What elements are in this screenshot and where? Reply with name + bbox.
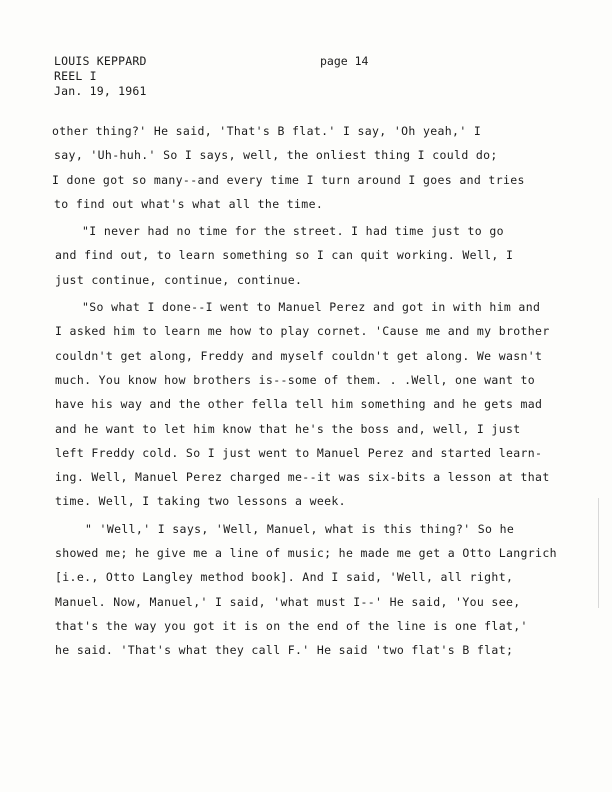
text-line: showed me; he give me a line of music; he made me get a Otto Langrich bbox=[55, 546, 557, 561]
text-line: Manuel. Now, Manuel,' I said, 'what must I--' He said, 'You see, bbox=[55, 594, 521, 609]
text-line: to find out what's what all the time. bbox=[54, 196, 324, 211]
text-line: he said. 'That's what they call F.' He said 'two flat's B flat; bbox=[55, 643, 514, 658]
text-line: just continue, continue, continue. bbox=[55, 272, 303, 287]
interviewee-name: LOUIS KEPPARD bbox=[54, 54, 147, 68]
reel-label: REEL I bbox=[54, 69, 97, 83]
text-line: much. You know how brothers is--some of them. . .Well, one want to bbox=[55, 372, 536, 387]
text-line: I asked him to learn me how to play cornet. 'Cause me and my brother bbox=[55, 324, 550, 339]
page-number: page 14 bbox=[320, 54, 369, 68]
text-line: " 'Well,' I says, 'Well, Manuel, what is this thing?' So he bbox=[85, 521, 515, 536]
text-line: have his way and the other fella tell him something and he gets mad bbox=[55, 397, 543, 412]
text-line: and find out, to learn something so I can quit working. Well, I bbox=[55, 248, 514, 263]
text-line: ing. Well, Manuel Perez charged me--it was six-bits a lesson at that bbox=[55, 470, 550, 485]
text-line: left Freddy cold. So I just went to Manuel Perez and started learn- bbox=[55, 445, 543, 460]
text-line: time. Well, I taking two lessons a week. bbox=[55, 494, 346, 509]
text-line: and he want to let him know that he's the boss and, well, I just bbox=[55, 421, 521, 436]
text-line: couldn't get along, Freddy and myself couldn't get along. We wasn't bbox=[55, 348, 543, 363]
interview-date: Jan. 19, 1961 bbox=[54, 84, 147, 98]
transcript-body bbox=[52, 119, 572, 663]
text-line: "I never had no time for the street. I had time just to go bbox=[82, 224, 504, 239]
text-line: other thing?' He said, 'That's B flat.' I say, 'Oh yeah,' I bbox=[52, 124, 482, 138]
text-line: "So what I done--I went to Manuel Perez and got in with him and bbox=[82, 300, 541, 315]
header-block bbox=[54, 54, 147, 99]
text-line: [i.e., Otto Langley method book]. And I said, 'Well, all right, bbox=[55, 570, 514, 585]
text-line: say, 'Uh-huh.' So I says, well, the onliest thing I could do; bbox=[54, 148, 498, 163]
scan-margin-line bbox=[598, 498, 599, 608]
text-line: that's the way you got it is on the end of the line is one flat,' bbox=[55, 618, 528, 633]
text-line: I done got so many--and every time I turn around I goes and tries bbox=[52, 172, 525, 187]
